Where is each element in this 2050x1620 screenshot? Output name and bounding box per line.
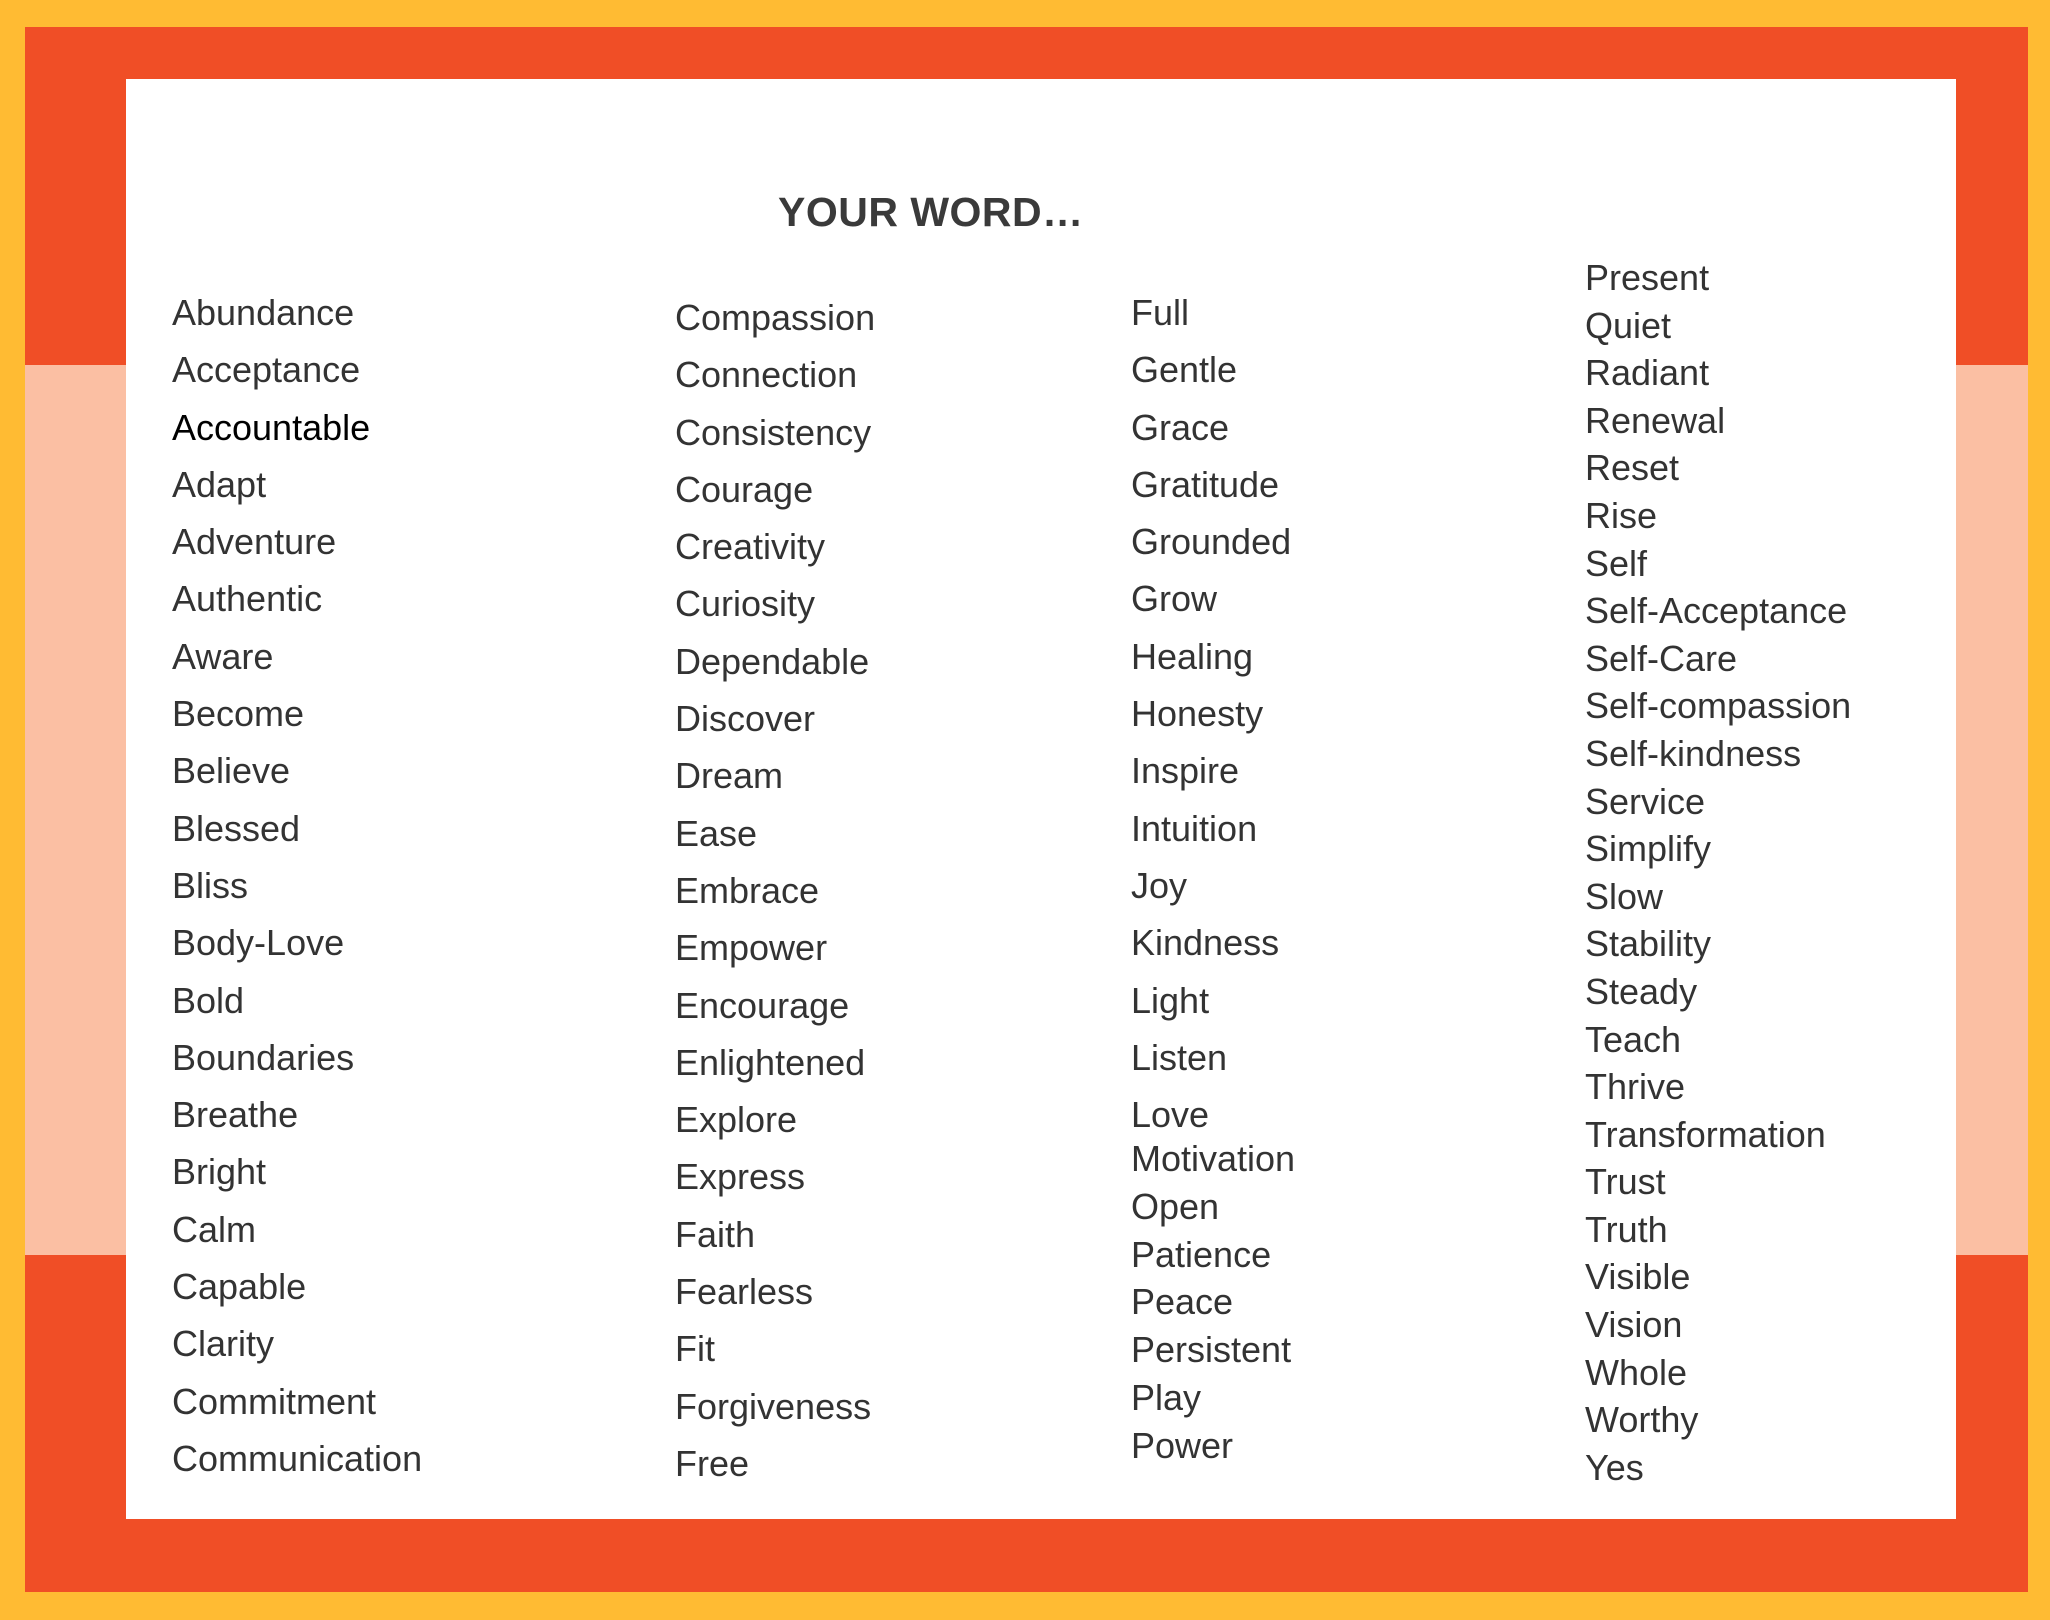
word-item: Self-Care [1585,637,1738,679]
word-item: Grounded [1131,521,1292,563]
word-item: Compassion [675,297,876,338]
word-item: Trust [1585,1161,1666,1203]
word-item: Courage [675,468,814,510]
word-item: Boundaries [172,1036,355,1078]
word-item: Fearless [675,1271,814,1313]
word-item: Communication [172,1437,423,1479]
word-item: Body-Love [172,922,345,964]
word-item: Intuition [1131,807,1258,849]
page-title: YOUR WORD… [778,189,1084,235]
word-item: Dream [675,755,784,797]
word-item: Self-kindness [1585,732,1802,774]
word-item: Persistent [1131,1329,1292,1371]
word-item: Full [1131,292,1190,333]
word-item: Acceptance [172,349,361,391]
word-item: Embrace [675,869,820,911]
word-item: Visible [1585,1256,1691,1298]
word-item: Play [1131,1376,1202,1418]
word-column-3 [1131,284,1291,1143]
word-item: Light [1131,979,1210,1021]
word-item: Slow [1585,875,1664,917]
word-item: Grace [1131,406,1230,448]
word-item: Reset [1585,447,1680,489]
word-item: Whole [1585,1351,1688,1393]
word-item: Fit [675,1328,715,1370]
word-item: Breathe [172,1094,299,1136]
word-item: Forgiveness [675,1385,872,1427]
word-item: Power [1131,1424,1234,1466]
word-item: Worthy [1585,1399,1699,1441]
word-item: Adventure [172,521,337,563]
word-item: Steady [1585,970,1698,1012]
word-item: Calm [172,1208,257,1250]
word-item: Creativity [675,526,826,568]
word-column-1 [172,284,422,1487]
word-item: Empower [675,927,828,969]
word-item: Dependable [675,640,870,682]
word-item: Motivation [1131,1138,1296,1179]
word-item: Curiosity [675,583,816,625]
word-item: Thrive [1585,1066,1686,1108]
word-item: Rise [1585,494,1658,536]
word-item: Explore [675,1099,798,1141]
word-item: Self-Acceptance [1585,590,1848,632]
word-item: Bliss [172,864,249,906]
word-item: Peace [1131,1281,1234,1323]
word-item: Express [675,1156,806,1198]
word-item: Renewal [1585,399,1726,441]
word-item: Self [1585,542,1648,584]
word-item: Service [1585,780,1706,822]
word-item: Yes [1585,1446,1644,1488]
word-item: Joy [1131,864,1188,906]
word-item: Truth [1585,1208,1668,1250]
word-item: Inspire [1131,750,1240,792]
word-item: Accountable [172,406,371,448]
word-item: Clarity [172,1323,275,1365]
word-item: Consistency [675,411,872,453]
word-item: Abundance [172,292,355,333]
word-item: Ease [675,812,758,854]
word-item: Listen [1131,1036,1228,1078]
word-item: Discover [675,698,816,740]
word-item: Authentic [172,578,323,620]
word-item: Present [1585,257,1710,298]
word-item: Transformation [1585,1113,1826,1155]
word-item: Aware [172,635,274,677]
word-item: Bright [172,1151,267,1193]
word-item: Capable [172,1266,307,1308]
word-item: Commitment [172,1380,377,1422]
word-item: Healing [1131,635,1254,677]
word-item: Open [1131,1185,1220,1227]
word-item: Vision [1585,1304,1683,1346]
word-item: Enlightened [675,1041,866,1083]
word-item: Encourage [675,984,850,1026]
word-item: Gratitude [1131,463,1280,505]
word-item: Quiet [1585,304,1672,346]
word-item: Free [675,1442,750,1484]
word-item: Bold [172,979,245,1021]
word-column-3-continued [1131,1135,1295,1470]
word-column-2 [675,289,875,1492]
word-item: Stability [1585,923,1712,965]
word-item: Teach [1585,1018,1682,1060]
word-item: Believe [172,750,291,792]
word-item: Adapt [172,463,267,505]
word-item: Love [1131,1094,1210,1136]
word-item: Kindness [1131,922,1280,964]
word-list-card [126,79,1956,1519]
word-item: Become [172,693,305,735]
word-item: Connection [675,354,858,396]
word-item: Patience [1131,1233,1272,1275]
word-item: Honesty [1131,693,1264,735]
word-item: Self-compassion [1585,685,1852,727]
word-column-4 [1585,254,1851,1491]
word-item: Grow [1131,578,1218,620]
word-item: Faith [675,1213,756,1255]
word-item: Gentle [1131,349,1238,391]
word-item: Blessed [172,807,301,849]
word-item: Simplify [1585,828,1712,870]
word-item: Radiant [1585,352,1710,394]
